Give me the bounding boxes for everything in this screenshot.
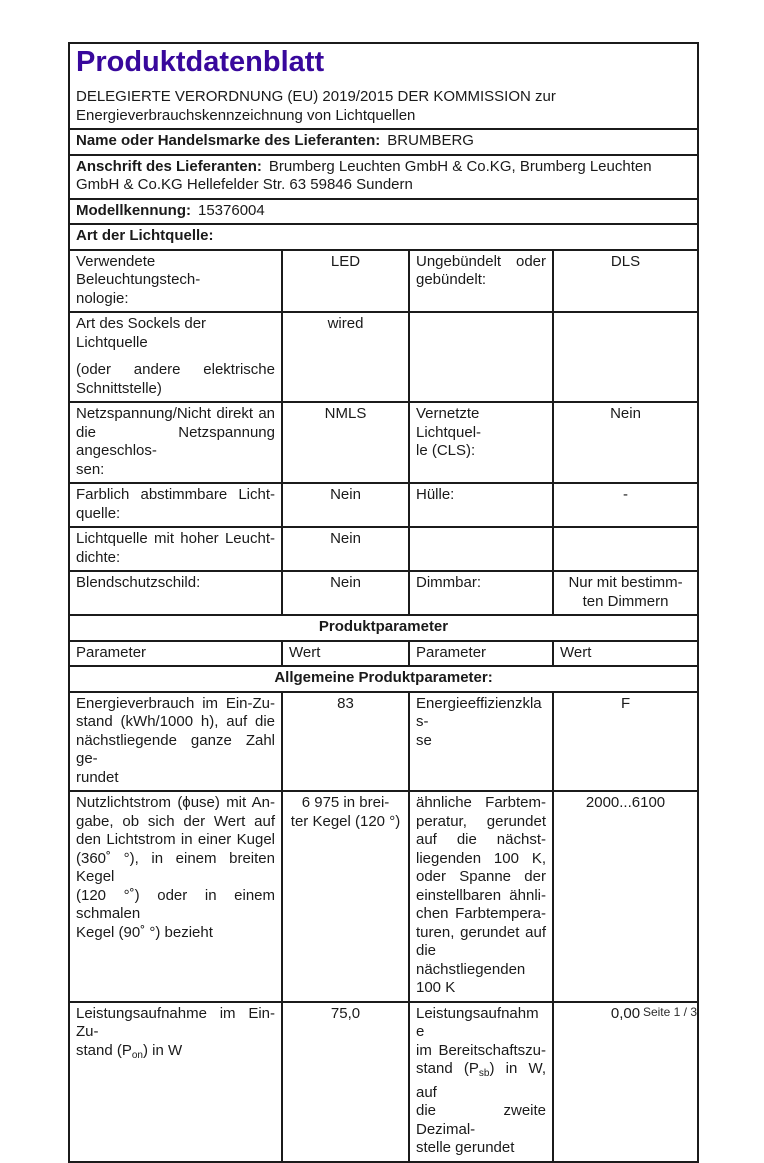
- value-empty: [553, 527, 698, 571]
- table-row: [69, 571, 698, 615]
- column-header-parameter-2: Parameter: [409, 641, 553, 667]
- title-row: [69, 43, 698, 129]
- param-netzspannung: Netzspannung/Nicht direkt an die Netzspannung angeschlos- sen:: [69, 402, 282, 483]
- param-leistungsaufnahme-ein-line1: Leistungsaufnahme im Ein-Zu-: [76, 1004, 275, 1040]
- value-sockel: wired: [282, 312, 409, 402]
- value-empty: [553, 312, 698, 402]
- subscript-on: on: [131, 1049, 143, 1061]
- product-params-heading-row: [69, 615, 698, 641]
- value-netzspannung: NMLS: [282, 402, 409, 483]
- table-row: [69, 692, 698, 792]
- product-params-heading: Produktparameter: [69, 615, 698, 641]
- model-row: [69, 199, 698, 225]
- product-datasheet-table: [68, 42, 699, 1163]
- param-sockel: [69, 312, 282, 402]
- model-label: Modellkennung:: [76, 201, 191, 219]
- value-leistungsaufnahme-standby: 0,00: [553, 1002, 698, 1162]
- text-fragment: ) in W: [143, 1041, 183, 1059]
- value-energieeffizienzklasse: F: [553, 692, 698, 792]
- param-standby-line2: im Bereitschaftszu-: [416, 1041, 546, 1059]
- supplier-name-value: BRUMBERG: [387, 132, 474, 149]
- supplier-name-label: Name oder Handelsmarke des Lieferanten:: [76, 132, 381, 149]
- general-params-heading: Allgemeine Produktparameter:: [69, 666, 698, 692]
- param-empty: [409, 527, 553, 571]
- param-huelle: Hülle:: [409, 483, 553, 527]
- table-row: [69, 791, 698, 1002]
- subscript-sb: sb: [478, 1068, 490, 1079]
- text-fragment: stand (P: [416, 1060, 479, 1077]
- param-dimmbar: Dimmbar:: [409, 571, 553, 615]
- value-farbtemperatur: 2000...6100: [553, 791, 698, 1002]
- param-empty: [409, 312, 553, 402]
- value-energieverbrauch: 83: [282, 692, 409, 792]
- param-farblich-abstimmbar: Farblich abstimmbare Licht- quelle:: [69, 483, 282, 527]
- value-nutzlichtstrom: 6 975 in brei- ter Kegel (120 °): [282, 791, 409, 1002]
- supplier-address-row: [69, 155, 698, 199]
- supplier-address-value: Brumberg Leuchten GmbH & Co.KG, Brumberg Leuchten GmbH & Co.KG Hellefelder Str. 63 59846 Sundern: [76, 157, 652, 193]
- table-row: [69, 527, 698, 571]
- param-farbtemperatur: ähnliche Farbtem- peratur, gerundet auf die nächst- liegenden 100 K, oder Spanne der einstellbaren ähnli- chen Farbtempera- turen, gerundet auf die nächstliegenden 100 K: [409, 791, 553, 1002]
- model-value: 15376004: [198, 201, 265, 219]
- param-energieverbrauch: Energieverbrauch im Ein-Zu- stand (kWh/1000 h), auf die nächstliegende ganze Zahl ge- rundet: [69, 692, 282, 792]
- column-header-wert-2: Wert: [553, 641, 698, 667]
- param-blendschutzschild: Blendschutzschild:: [69, 571, 282, 615]
- supplier-address-label: Anschrift des Lieferanten:: [76, 157, 262, 175]
- value-blendschutzschild: Nein: [282, 571, 409, 615]
- table-row: [69, 483, 698, 527]
- param-vernetzte-lichtquelle: Vernetzte Lichtquel- le (CLS):: [409, 402, 553, 483]
- param-standby-line4: die zweite Dezimal-: [416, 1102, 546, 1138]
- table-row: [69, 250, 698, 313]
- param-energieeffizienzklasse: Energieeffizienzklas- se: [409, 692, 553, 792]
- model-cell: [69, 199, 698, 225]
- value-dimmbar: Nur mit bestimm- ten Dimmern: [553, 571, 698, 615]
- param-beleuchtungstechnologie: Verwendete Beleuchtungstech- nologie:: [69, 250, 282, 313]
- param-gebuendelt: Ungebündelt oder gebündelt:: [409, 250, 553, 313]
- value-leuchtdichte: Nein: [282, 527, 409, 571]
- light-source-heading: Art der Lichtquelle:: [69, 224, 698, 250]
- light-source-heading-row: [69, 224, 698, 250]
- param-sockel-line2: (oder andere elektrische Schnittstelle): [76, 361, 275, 397]
- text-fragment: stand (P: [76, 1041, 132, 1059]
- table-row: [69, 1002, 698, 1162]
- param-leistungsaufnahme-ein-line2: [76, 1042, 275, 1066]
- value-beleuchtungstechnologie: LED: [282, 250, 409, 313]
- param-leistungsaufnahme-ein: [69, 1002, 282, 1162]
- param-standby-line3: [416, 1060, 546, 1102]
- table-row: [69, 402, 698, 483]
- title-cell: [69, 43, 698, 129]
- general-params-heading-row: [69, 666, 698, 692]
- column-header-wert-1: Wert: [282, 641, 409, 667]
- supplier-address-cell: [69, 155, 698, 199]
- text-fragment: ) in W, auf: [416, 1060, 546, 1101]
- supplier-name-cell: [69, 129, 698, 155]
- value-farblich-abstimmbar: Nein: [282, 483, 409, 527]
- value-leistungsaufnahme-ein: 75,0: [282, 1002, 409, 1162]
- page-number: Seite 1 / 3: [642, 1005, 697, 1019]
- column-header-parameter-1: Parameter: [69, 641, 282, 667]
- param-standby-line5: stelle gerundet: [416, 1139, 515, 1156]
- page-title: Produktdatenblatt: [76, 46, 325, 78]
- param-standby-line1: Leistungsaufnahme: [416, 1004, 539, 1040]
- regulation-text: DELEGIERTE VERORDNUNG (EU) 2019/2015 DER KOMMISSION zur Energieverbrauchskennzeichnung von Lichtquellen: [76, 88, 556, 124]
- param-leuchtdichte: Lichtquelle mit hoher Leucht- dichte:: [69, 527, 282, 571]
- column-header-row: [69, 641, 698, 667]
- table-row: [69, 312, 698, 402]
- param-sockel-line1: Art des Sockels der Lichtquelle: [76, 315, 207, 351]
- value-vernetzte-lichtquelle: Nein: [553, 402, 698, 483]
- param-leistungsaufnahme-standby: [409, 1002, 553, 1162]
- param-nutzlichtstrom: Nutzlichtstrom (ϕuse) mit An- gabe, ob sich der Wert auf den Lichtstrom in einer Kugel (360˚ °), in einem breiten Kegel (120 °˚) oder in einem schmalen Kegel (90˚ °) bezieht: [69, 791, 282, 1002]
- supplier-name-row: [69, 129, 698, 155]
- value-huelle: -: [553, 483, 698, 527]
- value-gebuendelt: DLS: [553, 250, 698, 313]
